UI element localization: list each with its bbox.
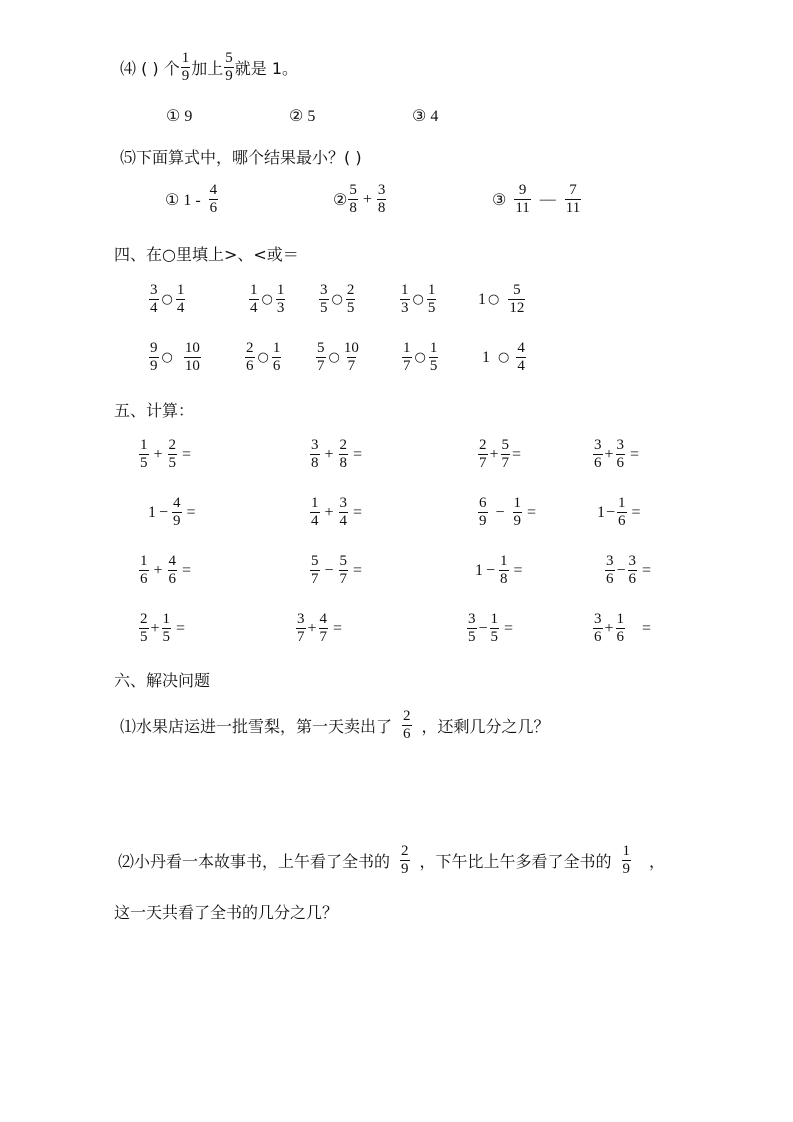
calc-item: 1 − $\frac{1}{6}$ = xyxy=(597,495,641,529)
problem-2-line-2: 这一天共看了全书的几分之几？ xyxy=(114,903,339,922)
q4-option-2: ② 5 xyxy=(289,108,316,125)
fraction: $\frac{7}{11}$ xyxy=(565,182,581,216)
problem-2: ⑵小丹看一本故事书，上午看了全书的 $\frac{2}{9}$ ，下午比上午多看了全书的 $\frac{1}{9}$ ， xyxy=(118,843,666,877)
section-6-title: 六、解决问题 xyxy=(114,671,211,690)
q4-prefix: ⑷ ( ) 个 xyxy=(120,59,180,78)
calc-item: 1 − $\frac{1}{8}$ = xyxy=(475,553,523,587)
q5-option-1: ① 1 - $\frac{4}{6}$ xyxy=(165,182,218,216)
compare-item: $\frac{1}{4}$ ○ $\frac{1}{3}$ xyxy=(250,282,285,316)
compare-item: $\frac{3}{4}$ ○ $\frac{1}{4}$ xyxy=(150,282,185,316)
calc-item: $\frac{6}{9}$ − $\frac{1}{9}$ = xyxy=(479,495,537,529)
answer-circle[interactable]: ○ xyxy=(414,350,426,365)
answer-circle[interactable]: ○ xyxy=(498,350,510,365)
calc-item: $\frac{1}{5}$ + $\frac{2}{5}$ = xyxy=(140,437,192,471)
calc-item: 1 − $\frac{4}{9}$ = xyxy=(148,495,196,529)
answer-circle[interactable]: ○ xyxy=(161,350,173,365)
fraction: $\frac{5}{9}$ xyxy=(225,50,233,84)
answer-circle[interactable]: ○ xyxy=(261,292,273,307)
compare-item: $\frac{1}{3}$ ○ $\frac{1}{5}$ xyxy=(401,282,436,316)
compare-item: 1 ○ $\frac{4}{4}$ xyxy=(482,340,525,374)
compare-item: 1 ○ $\frac{5}{12}$ xyxy=(478,282,525,316)
section-4-title: 四、在○里填上>、<或＝ xyxy=(114,245,299,264)
section-5-title: 五、计算： xyxy=(114,401,195,420)
question-5-prompt: ⑸下面算式中，哪个结果最小？( ) xyxy=(120,148,362,167)
question-4 xyxy=(120,50,298,85)
calc-item: $\frac{3}{5}$ − $\frac{1}{5}$ = xyxy=(468,611,514,645)
answer-circle[interactable]: ○ xyxy=(257,350,269,365)
calc-item: $\frac{1}{4}$ + $\frac{3}{4}$ = xyxy=(311,495,363,529)
q5-option-3: ③ $\frac{9}{11}$ — $\frac{7}{11}$ xyxy=(492,182,581,216)
calc-item: $\frac{2}{5}$ + $\frac{1}{5}$ = xyxy=(140,611,186,645)
answer-circle[interactable]: ○ xyxy=(412,292,424,307)
compare-item: $\frac{1}{7}$ ○ $\frac{1}{5}$ xyxy=(403,340,438,374)
fraction: $\frac{5}{8}$ xyxy=(349,182,357,216)
q5-option-2: ② $\frac{5}{8}$ + $\frac{3}{8}$ xyxy=(333,182,386,216)
calc-item: $\frac{2}{7}$ + $\frac{5}{7}$ = xyxy=(479,437,522,471)
q4-option-3: ③ 4 xyxy=(412,108,439,125)
calc-item: $\frac{3}{7}$ + $\frac{4}{7}$ = xyxy=(297,611,343,645)
calc-item: $\frac{3}{6}$ + $\frac{1}{6}$ = xyxy=(594,611,652,645)
q4-option-1: ① 9 xyxy=(166,108,193,125)
compare-item: $\frac{3}{5}$ ○ $\frac{2}{5}$ xyxy=(320,282,355,316)
calc-item: $\frac{3}{8}$ + $\frac{2}{8}$ = xyxy=(311,437,363,471)
problem-1: ⑴水果店运进一批雪梨，第一天卖出了 $\frac{2}{6}$ ，还剩几分之几？ xyxy=(120,708,550,742)
fraction: $\frac{3}{8}$ xyxy=(377,182,386,216)
calc-item: $\frac{1}{6}$ + $\frac{4}{6}$ = xyxy=(140,553,192,587)
answer-circle[interactable]: ○ xyxy=(488,292,500,307)
answer-circle[interactable]: ○ xyxy=(331,292,343,307)
answer-circle[interactable]: ○ xyxy=(328,350,340,365)
compare-item: $\frac{9}{9}$ ○ $\frac{10}{10}$ xyxy=(150,340,200,374)
q4-mid: 加上 xyxy=(191,59,224,78)
compare-item: $\frac{5}{7}$ ○ $\frac{10}{7}$ xyxy=(317,340,359,374)
calc-item: $\frac{5}{7}$ − $\frac{5}{7}$ = xyxy=(311,553,363,587)
fraction: $\frac{1}{9}$ xyxy=(181,50,190,84)
calc-item: $\frac{3}{6}$ + $\frac{3}{6}$ = xyxy=(594,437,640,471)
answer-circle[interactable]: ○ xyxy=(161,292,173,307)
fraction: $\frac{9}{11}$ xyxy=(515,182,530,216)
q4-suffix: 就是 1。 xyxy=(234,59,299,78)
calc-item: $\frac{3}{6}$ − $\frac{3}{6}$ = xyxy=(606,553,652,587)
compare-item: $\frac{2}{6}$ ○ $\frac{1}{6}$ xyxy=(246,340,281,374)
fraction: $\frac{4}{6}$ xyxy=(209,182,218,216)
